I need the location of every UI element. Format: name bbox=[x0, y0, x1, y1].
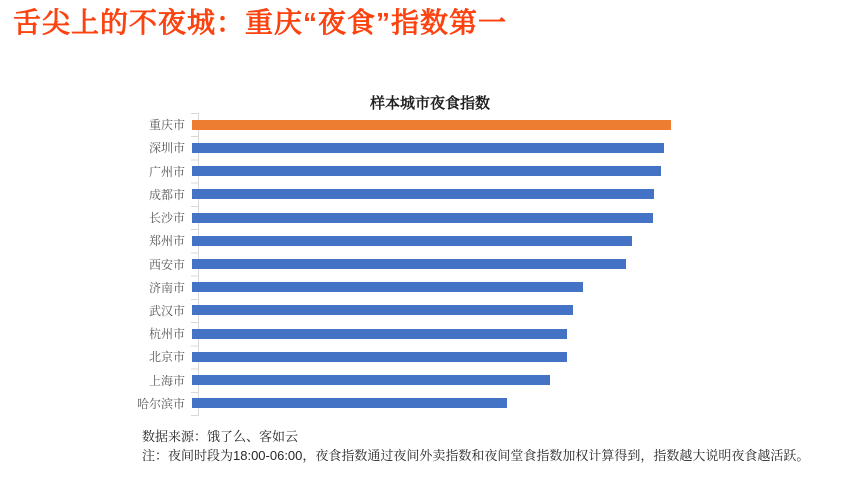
bar-row bbox=[130, 299, 698, 322]
bar bbox=[192, 352, 567, 362]
bar-track bbox=[192, 259, 698, 269]
bar-row bbox=[130, 229, 698, 252]
category-label: 济南市 bbox=[148, 280, 185, 295]
chart-title: 样本城市夜食指数 bbox=[369, 95, 490, 112]
category-label: 北京市 bbox=[148, 350, 185, 365]
category-label: 西安市 bbox=[148, 257, 185, 272]
bar bbox=[192, 375, 550, 385]
category-label: 武汉市 bbox=[148, 303, 185, 318]
bar bbox=[192, 189, 654, 199]
category-label: 成都市 bbox=[148, 187, 185, 202]
category-label: 上海市 bbox=[148, 373, 185, 388]
bar-row bbox=[130, 136, 698, 159]
bar-track bbox=[192, 143, 698, 153]
category-label: 重庆市 bbox=[148, 118, 185, 133]
footnotes bbox=[142, 428, 852, 465]
method-note: 注：夜间时段为18:00-06:00，夜食指数通过夜间外卖指数和夜间堂食指数加权计算得到，指数越大说明夜食越活跃。 bbox=[142, 447, 810, 463]
bar-chart bbox=[130, 113, 698, 415]
bar-row bbox=[130, 322, 698, 345]
bar-row bbox=[130, 369, 698, 392]
bar-track bbox=[192, 282, 698, 292]
bar bbox=[192, 143, 664, 153]
bar bbox=[192, 282, 583, 292]
bar-row bbox=[130, 252, 698, 275]
bar-row bbox=[130, 183, 698, 206]
bar-track bbox=[192, 352, 698, 362]
bar bbox=[192, 236, 632, 246]
bar-track bbox=[192, 120, 698, 130]
bar bbox=[192, 329, 567, 339]
bar bbox=[192, 398, 507, 408]
bar-track bbox=[192, 375, 698, 385]
bar-track bbox=[192, 213, 698, 223]
bar-track bbox=[192, 166, 698, 176]
category-label: 郑州市 bbox=[148, 234, 185, 249]
page-title: 舌尖上的不夜城：重庆“夜食”指数第一 bbox=[13, 7, 508, 38]
bar-track bbox=[192, 305, 698, 315]
bar-row bbox=[130, 276, 698, 299]
category-label: 杭州市 bbox=[148, 327, 185, 342]
bar-row bbox=[130, 392, 698, 415]
bar-row bbox=[130, 206, 698, 229]
category-label: 深圳市 bbox=[148, 141, 185, 156]
bar bbox=[192, 120, 671, 130]
bar bbox=[192, 305, 573, 315]
bar-track bbox=[192, 398, 698, 408]
category-label: 哈尔滨市 bbox=[136, 396, 185, 411]
category-label: 长沙市 bbox=[148, 211, 185, 226]
bar-row bbox=[130, 345, 698, 368]
category-label: 广州市 bbox=[148, 164, 185, 179]
bar-row bbox=[130, 113, 698, 136]
bar-track bbox=[192, 329, 698, 339]
bar-row bbox=[130, 159, 698, 182]
bar-track bbox=[192, 189, 698, 199]
bar-track bbox=[192, 236, 698, 246]
bar bbox=[192, 166, 661, 176]
bar bbox=[192, 213, 653, 223]
bar bbox=[192, 259, 626, 269]
source-note: 数据来源：饿了么、客如云 bbox=[142, 429, 299, 444]
